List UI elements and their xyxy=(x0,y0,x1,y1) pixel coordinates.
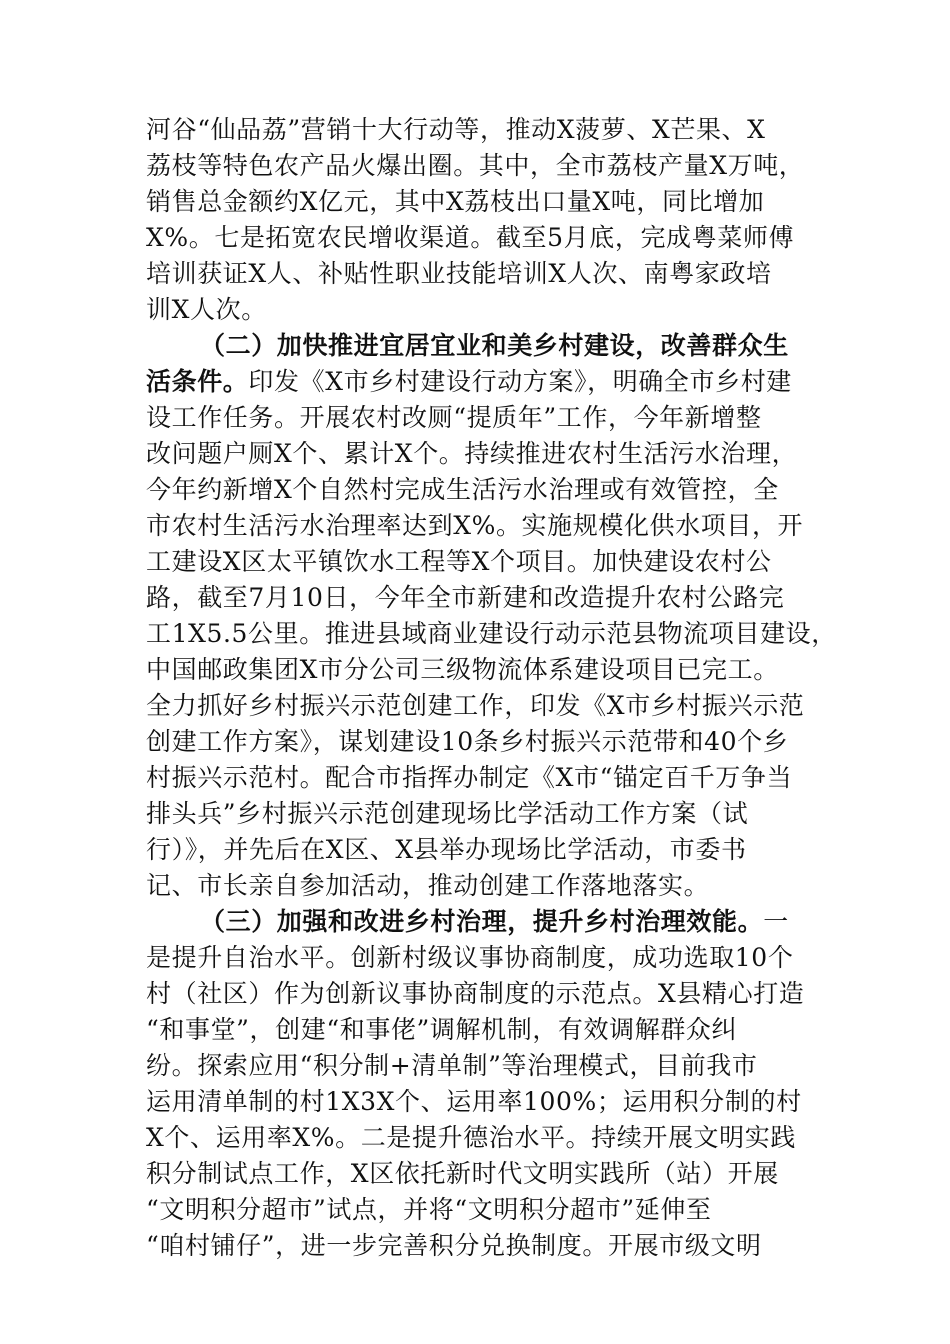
document-body xyxy=(146,112,837,1264)
text-line: 全力抓好乡村振兴示范创建工作，印发《X市乡村振兴示范 xyxy=(146,691,805,720)
text-line-mixed xyxy=(146,904,810,940)
section-heading-3: （三）加强和改进乡村治理，提升乡村治理效能。 xyxy=(200,907,764,936)
text-line: “文明积分超市”试点，并将“文明积分超市”延伸至 xyxy=(146,1195,712,1224)
text-line: 设工作任务。开展农村改厕“提质年”工作，今年新增整 xyxy=(146,403,762,432)
section-heading-2-end: 活条件。 xyxy=(146,367,249,396)
text-line: 记、市长亲自参加活动，推动创建工作落地落实。 xyxy=(146,871,710,900)
text-line: 训X人次。 xyxy=(146,295,267,324)
text-line: 改问题户厕X个、累计X个。持续推进农村生活污水治理， xyxy=(146,439,798,468)
text-line: 销售总金额约X亿元，其中X荔枝出口量X吨，同比增加 xyxy=(146,187,765,216)
text-line: 中国邮政集团X市分公司三级物流体系建设项目已完工。 xyxy=(146,655,779,684)
text-line: 创建工作方案》，谋划建设10条乡村振兴示范带和40个乡 xyxy=(146,727,789,756)
text-line: 排头兵”乡村振兴示范创建现场比学活动工作方案（试 xyxy=(146,799,749,828)
text-line: X个、运用率X%。二是提升德治水平。持续开展文明实践 xyxy=(146,1123,796,1152)
text-line: 荔枝等特色农产品火爆出圈。其中，全市荔枝产量X万吨， xyxy=(146,151,805,180)
text-line: X%。七是拓宽农民增收渠道。截至5月底，完成粤菜师傅 xyxy=(146,223,795,252)
text-line: 工1X5.5公里。推进县域商业建设行动示范县物流项目建设， xyxy=(146,619,837,648)
text-line: 是提升自治水平。创新村级议事协商制度，成功选取10个 xyxy=(146,943,794,972)
text-line: 纷。探索应用“积分制+清单制”等治理模式，目前我市 xyxy=(146,1051,758,1080)
text-line: 运用清单制的村1X3X个、运用率100%；运用积分制的村 xyxy=(146,1087,802,1116)
text-segment: 一 xyxy=(763,907,789,936)
text-line: 村振兴示范村。配合市指挥办制定《X市“锚定百千万争当 xyxy=(146,763,793,792)
text-line: 村（社区）作为创新议事协商制度的示范点。X县精心打造 xyxy=(146,979,805,1008)
text-line: 河谷“仙品荔”营销十大行动等，推动X菠萝、X芒果、X xyxy=(146,115,766,144)
text-line: “和事堂”，创建“和事佬”调解机制，有效调解群众纠 xyxy=(146,1015,738,1044)
text-line: 市农村生活污水治理率达到X%。实施规模化供水项目，开 xyxy=(146,511,804,540)
text-segment: 印发《X市乡村建设行动方案》，明确全市乡村建 xyxy=(248,367,792,396)
text-line: 行）》，并先后在X区、X县举办现场比学活动，市委书 xyxy=(146,835,747,864)
text-line: 积分制试点工作，X区依托新时代文明实践所（站）开展 xyxy=(146,1159,779,1188)
text-line: 路，截至7月10日，今年全市新建和改造提升农村公路完 xyxy=(146,583,785,612)
section-heading-2: （二）加快推进宜居宜业和美乡村建设，改善群众生 xyxy=(200,331,789,360)
text-line: 今年约新增X个自然村完成生活污水治理或有效管控，全 xyxy=(146,475,779,504)
text-line: 培训获证X人、补贴性职业技能培训X人次、南粤家政培 xyxy=(146,259,772,288)
text-line: “咱村铺仔”，进一步完善积分兑换制度。开展市级文明 xyxy=(146,1231,762,1260)
text-line: 工建设X区太平镇饮水工程等X个项目。加快建设农村公 xyxy=(146,547,772,576)
text-line-mixed xyxy=(146,364,810,400)
